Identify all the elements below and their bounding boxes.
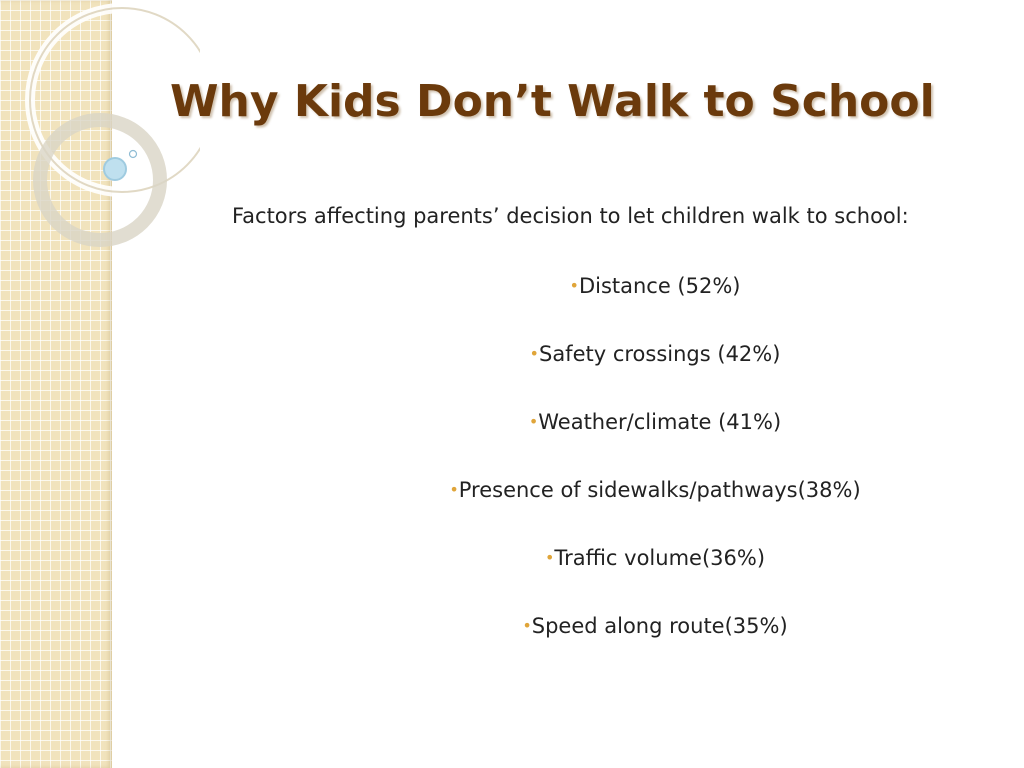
bullet-text: Presence of sidewalks/pathways(38%) [458, 478, 861, 502]
bullet-dot-icon: • [569, 276, 579, 295]
bullet-text: Distance (52%) [578, 274, 741, 298]
slide-title: Why Kids Don’t Walk to School [170, 76, 935, 127]
bullet-dot-icon: • [529, 344, 539, 363]
decorative-rings [0, 0, 200, 300]
small-bubble [130, 151, 137, 158]
bullet-dot-icon: • [449, 480, 459, 499]
small-ring [40, 120, 160, 240]
list-item [405, 410, 905, 434]
bullet-dot-icon: • [528, 412, 539, 431]
blue-bubble [104, 158, 126, 180]
list-item [405, 478, 905, 502]
slide-subtitle: Factors affecting parents’ decision to let children walk to school: [232, 204, 909, 228]
bullet-dot-icon: • [544, 548, 555, 567]
list-item [405, 274, 905, 298]
list-item [405, 342, 905, 366]
list-item [405, 546, 905, 570]
list-item [405, 614, 905, 638]
bullet-text: Traffic volume(36%) [554, 546, 766, 570]
bullet-text: Safety crossings (42%) [538, 342, 781, 366]
bullet-dot-icon: • [522, 616, 532, 635]
bullet-text: Weather/climate (41%) [538, 410, 782, 434]
bullet-text: Speed along route(35%) [531, 614, 788, 638]
